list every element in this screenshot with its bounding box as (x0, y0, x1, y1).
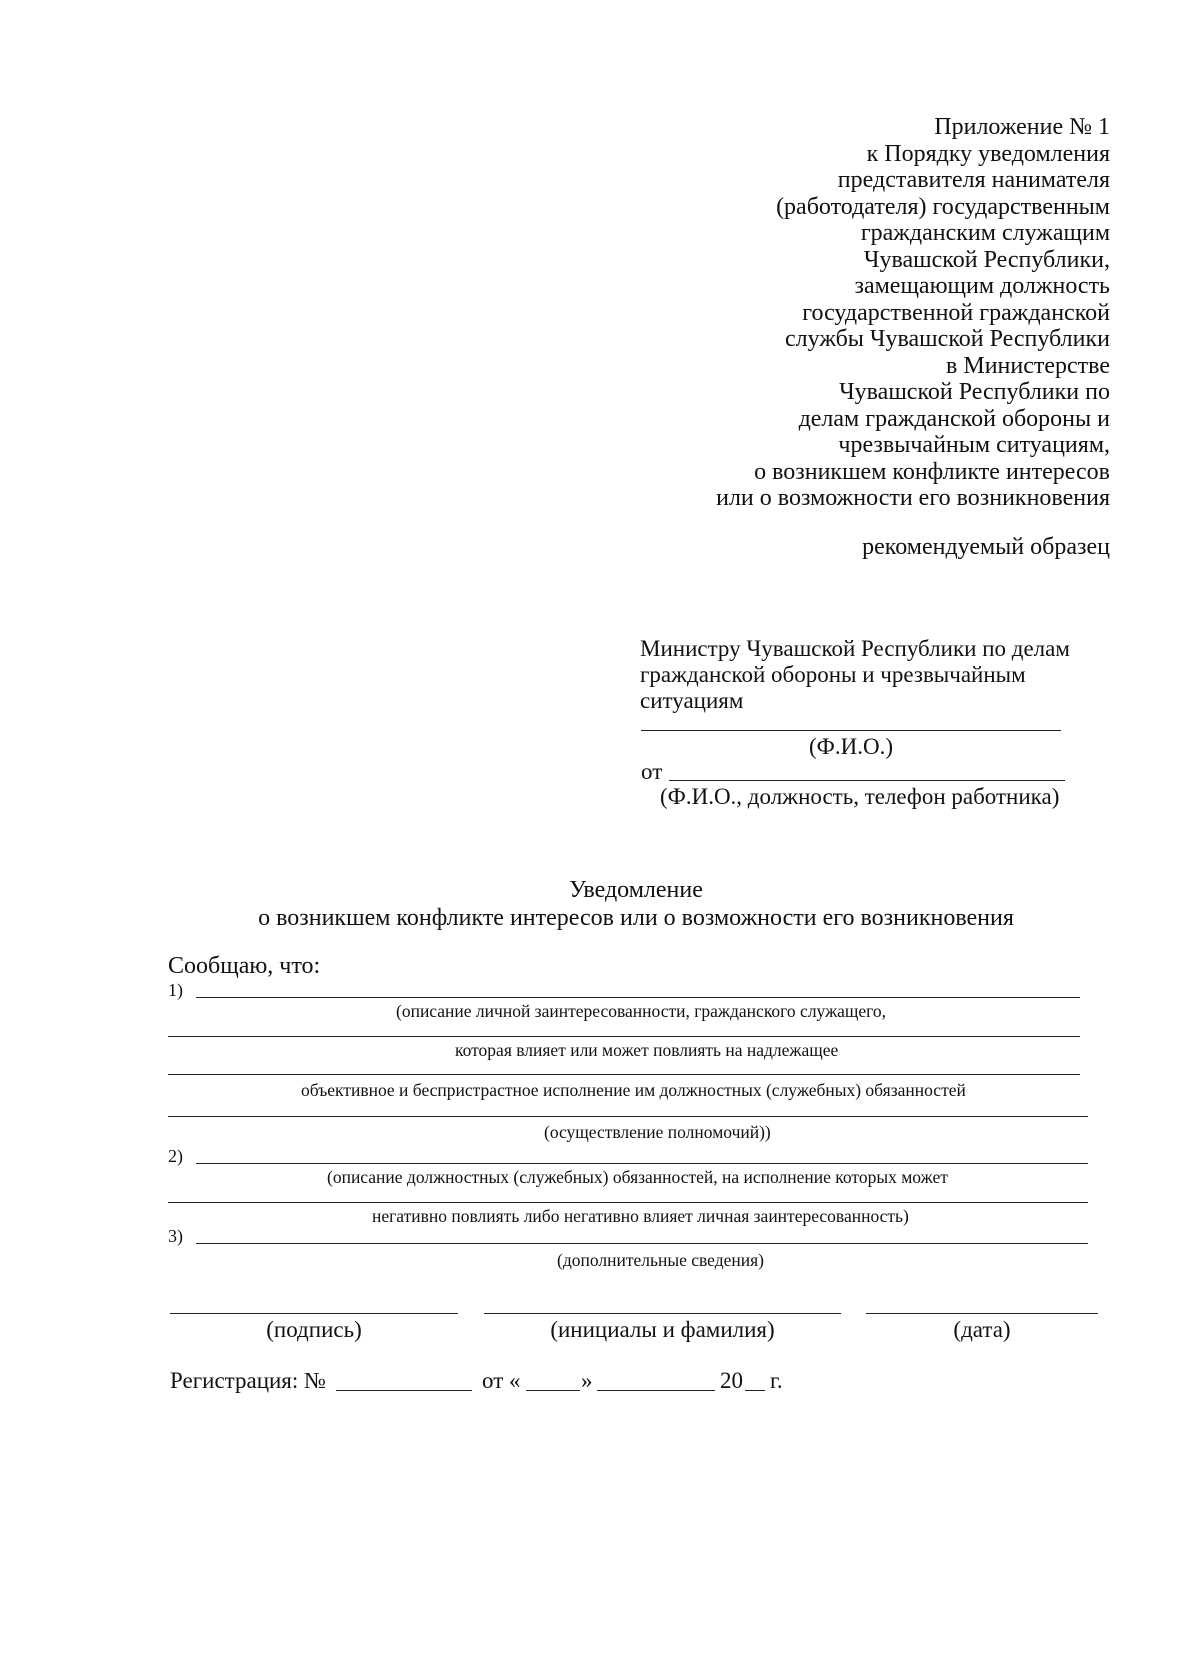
item-2-number: 2) (168, 1146, 183, 1166)
registration-quote-close: » (581, 1368, 593, 1393)
item-1-field[interactable] (168, 1036, 1080, 1037)
addressee-line: гражданской обороны и чрезвычайным (640, 662, 1026, 687)
item-2-caption: (описание должностных (служебных) обязанностей, на исполнение которых может (327, 1167, 948, 1187)
registration-year-prefix: 20 (720, 1368, 743, 1393)
appendix-line: Чувашской Республики, (863, 246, 1110, 273)
initials-caption: (инициалы и фамилия) (550, 1317, 775, 1342)
item-1-field[interactable] (196, 997, 1080, 998)
registration-from-label: от « (482, 1368, 521, 1393)
item-1-caption: объективное и беспристрастное исполнение им должностных (служебных) обязанностей (301, 1080, 966, 1100)
addressee-fio-caption: (Ф.И.О.) (809, 734, 893, 759)
appendix-line: гражданским служащим (860, 220, 1110, 246)
appendix-line: Чувашской Республики по (839, 379, 1110, 405)
appendix-line: Приложение № 1 (934, 114, 1110, 140)
appendix-line: представителя нанимателя (837, 167, 1110, 193)
appendix-line: замещающим должность (854, 273, 1110, 299)
appendix-line: службы Чувашской Республики (785, 326, 1110, 352)
item-2-field[interactable] (168, 1202, 1088, 1203)
appendix-line: к Порядку уведомления (866, 140, 1110, 167)
item-1-caption: (описание личной заинтересованности, гражданского служащего, (396, 1001, 887, 1021)
date-field[interactable] (866, 1313, 1098, 1314)
addressee-block (640, 636, 1070, 714)
item-1-field[interactable] (168, 1116, 1088, 1117)
date-caption: (дата) (953, 1317, 1011, 1342)
item-1-caption: (осуществление полномочий)) (544, 1122, 771, 1142)
item-1-field[interactable] (168, 1074, 1080, 1075)
addressee-line: ситуациям (640, 688, 744, 713)
addressee-fio-field[interactable] (641, 730, 1061, 731)
appendix-line: чрезвычайным ситуациям, (838, 432, 1110, 458)
appendix-line: государственной гражданской (802, 299, 1110, 326)
notice-title: Уведомление (569, 877, 703, 903)
intro-text: Сообщаю, что: (168, 953, 321, 979)
sender-caption: (Ф.И.О., должность, телефон работника) (660, 784, 1060, 809)
initials-field[interactable] (484, 1313, 841, 1314)
registration-number-field[interactable] (336, 1390, 472, 1391)
item-3-number: 3) (168, 1226, 183, 1246)
registration-label: Регистрация: № (170, 1368, 326, 1393)
item-3-caption: (дополнительные сведения) (557, 1250, 764, 1270)
signature-field[interactable] (170, 1313, 458, 1314)
registration-day-field[interactable] (526, 1390, 580, 1391)
item-3-field[interactable] (196, 1243, 1088, 1244)
appendix-line: (работодателя) государственным (776, 193, 1110, 220)
signature-caption: (подпись) (266, 1317, 362, 1342)
registration-month-field[interactable] (597, 1390, 715, 1391)
item-2-caption: негативно повлиять либо негативно влияет личная заинтересованность) (372, 1206, 909, 1226)
notice-subtitle: о возникшем конфликте интересов или о возможности его возникновения (258, 905, 1014, 931)
appendix-line: делам гражданской обороны и (798, 405, 1110, 432)
recommended-sample-label: рекомендуемый образец (862, 534, 1110, 560)
addressee-line: Министру Чувашской Республики по делам (640, 636, 1070, 661)
sender-field[interactable] (669, 780, 1065, 781)
appendix-line: о возникшем конфликте интересов (754, 458, 1110, 485)
from-label: от (641, 759, 663, 784)
appendix-line: в Министерстве (946, 352, 1110, 379)
appendix-line: или о возможности его возникновения (716, 485, 1110, 511)
item-2-field[interactable] (196, 1163, 1088, 1164)
registration-year-field[interactable] (745, 1390, 765, 1391)
item-1-caption: которая влияет или может повлиять на надлежащее (455, 1040, 839, 1060)
appendix-header (716, 114, 1110, 512)
item-1-number: 1) (168, 980, 183, 1000)
registration-year-suffix: г. (770, 1368, 783, 1393)
